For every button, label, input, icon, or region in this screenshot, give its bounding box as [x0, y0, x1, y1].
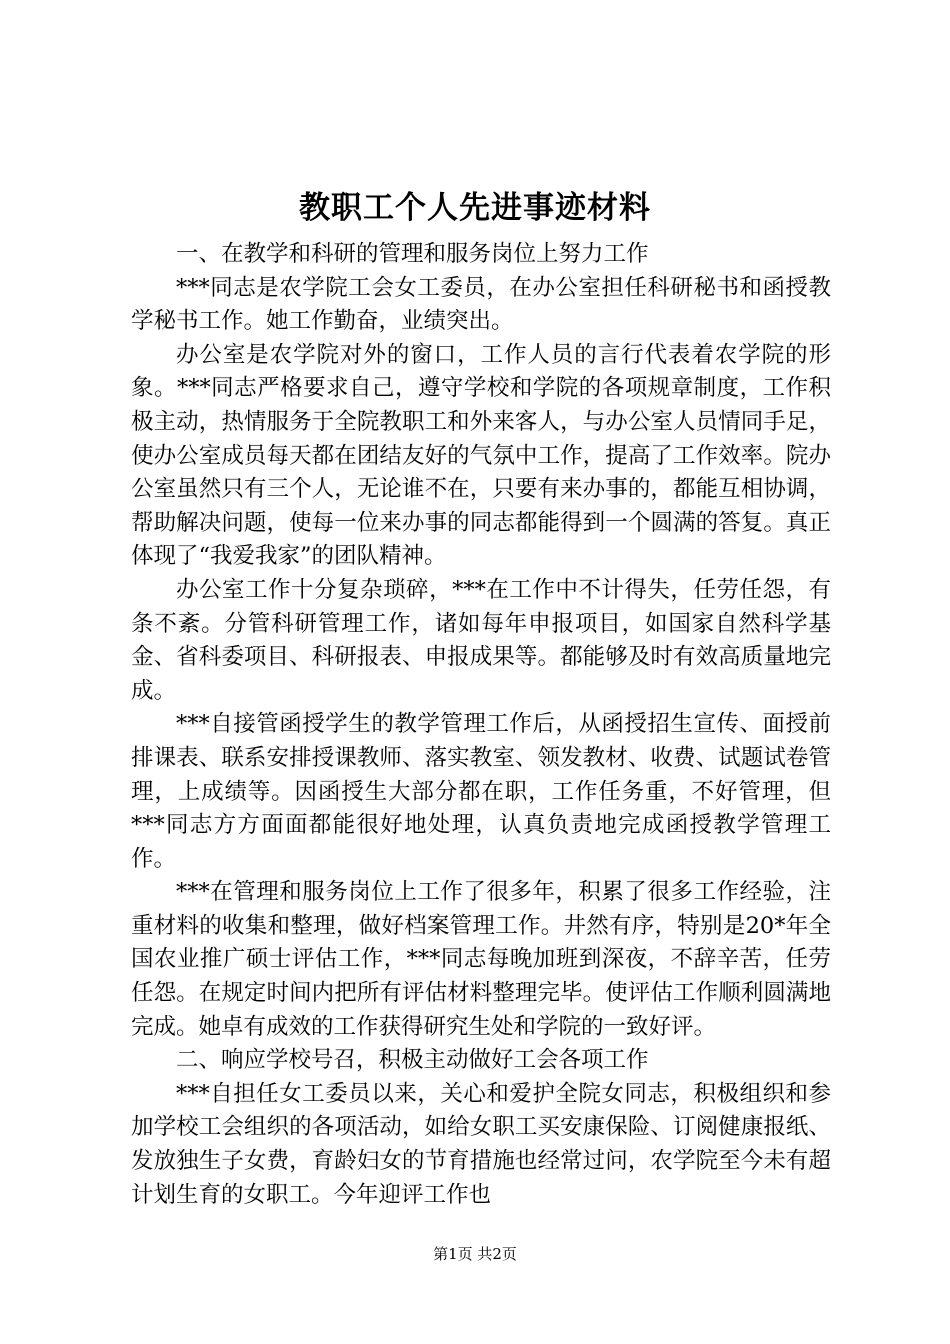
- section-heading-1: 一、在教学和科研的管理和服务岗位上努力工作: [176, 241, 649, 267]
- body-paragraph: ***在管理和服务岗位上工作了很多年，积累了很多工作经验，注重材料的收集和整理，做好档案管理工作。井然有序，特别是20*年全国农业推广硕士评估工作，***同志每晚加班到深夜，不辞辛苦，任劳任怨。在规定时间内把所有评估材料整理完毕。使评估工作顺利圆满地完成。她卓有成效的工作获得研究生处和学院的一致好评。: [131, 879, 831, 1040]
- page-footer: 第1页 共2页: [433, 1245, 517, 1263]
- section-heading-2: 二、响应学校号召，积极主动做好工会各项工作: [176, 1047, 649, 1074]
- body-paragraph: ***自担任女工委员以来，关心和爱护全院女同志，积极组织和参加学校工会组织的各项活动，如给女职工买安康保险、订阅健康报纸、发放独生子女费，育龄妇女的节育措施也经常过问，农学院至今未有超计划生育的女职工。今年迎评工作也: [131, 1080, 831, 1208]
- body-paragraph: ***自接管函授学生的教学管理工作后，从函授招生宣传、面授前排课表、联系安排授课教师、落实教室、领发教材、收费、试题试卷管理，上成绩等。因函授生大部分都在职，工作任务重，不好管理，但***同志方方面面都能很好地处理，认真负责地完成函授教学管理工作。: [131, 711, 831, 872]
- body-paragraph: ***同志是农学院工会女工委员，在办公室担任科研秘书和函授教学秘书工作。她工作勤奋，业绩突出。: [131, 274, 831, 335]
- body-paragraph: 办公室工作十分复杂琐碎，***在工作中不计得失，任劳任怨，有条不紊。分管科研管理工作，诸如每年申报项目，如国家自然科学基金、省科委项目、科研报表、申报成果等。都能够及时有效高质量地完成。: [131, 576, 831, 704]
- body-paragraph: 办公室是农学院对外的窗口，工作人员的言行代表着农学院的形象。***同志严格要求自己，遵守学校和学院的各项规章制度，工作积极主动，热情服务于全院教职工和外来客人，与办公室人员情同手足，使办公室成员每天都在团结友好的气氛中工作，提高了工作效率。院办公室虽然只有三个人，无论谁不在，只要有来办事的，都能互相协调，帮助解决问题，使每一位来办事的同志都能得到一个圆满的答复。真正体现了“我爱我家”的团队精神。: [131, 341, 831, 570]
- document-title: 教职工个人先进事迹材料: [299, 190, 651, 226]
- document-body: [131, 238, 831, 1212]
